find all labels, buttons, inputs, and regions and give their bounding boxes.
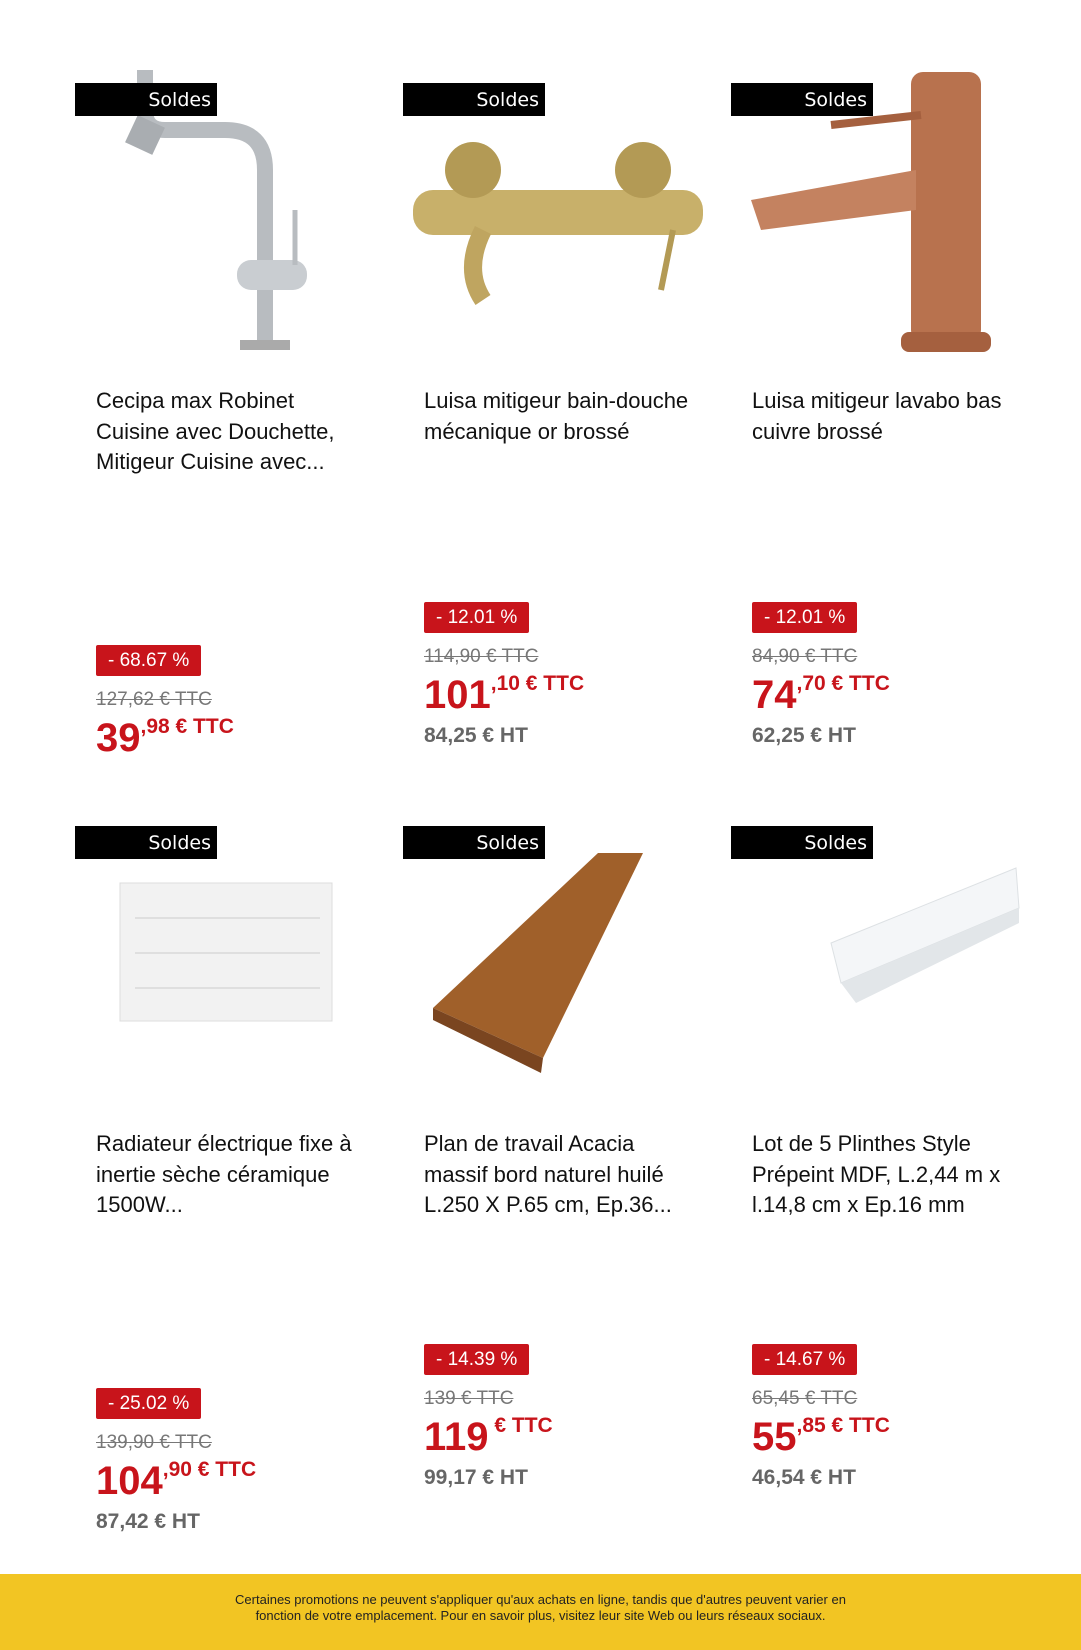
discount-badge: - 12.01 %: [424, 602, 529, 633]
sale-price: 104,90 € TTC: [96, 1458, 257, 1503]
price-excl-tax: 62,25 € HT: [752, 724, 856, 747]
price-block: [424, 1344, 553, 1489]
product-title[interactable]: Plan de travail Acacia massif bord naturel huilé L.250 X P.65 cm, Ep.36...: [424, 1131, 672, 1217]
original-price: 65,45 € TTC: [752, 1388, 858, 1409]
product-image-worktop: [403, 848, 703, 1078]
original-price: 139,90 € TTC: [96, 1432, 212, 1453]
price-excl-tax: 46,54 € HT: [752, 1466, 856, 1489]
sale-badge: Soldes: [75, 83, 217, 116]
price-excl-tax: 84,25 € HT: [424, 724, 528, 747]
discount-badge: - 14.39 %: [424, 1344, 529, 1375]
product-title[interactable]: Luisa mitigeur lavabo bas cuivre brossé: [752, 388, 1002, 444]
price-block: [96, 645, 234, 760]
product-title[interactable]: Cecipa max Robinet Cuisine avec Douchette, Mitigeur Cuisine avec...: [96, 388, 335, 474]
price-block: [752, 1344, 890, 1489]
sale-badge: Soldes: [731, 83, 873, 116]
price-excl-tax: 99,17 € HT: [424, 1466, 528, 1489]
product-image-radiator: [75, 853, 375, 1103]
sale-price: 74,70 € TTC: [752, 672, 890, 717]
sale-badge: Soldes: [403, 826, 545, 859]
product-title[interactable]: Lot de 5 Plinthes Style Prépeint MDF, L.2,44 m x l.14,8 cm x Ep.16 mm: [752, 1131, 1001, 1217]
sale-price: 55,85 € TTC: [752, 1414, 890, 1459]
sale-price: 39,98 € TTC: [96, 715, 234, 760]
price-block: [752, 602, 890, 747]
product-image-skirting: [731, 853, 1031, 1053]
sale-badge: Soldes: [403, 83, 545, 116]
disclaimer-footer: [0, 1574, 1081, 1650]
original-price: 84,90 € TTC: [752, 646, 858, 667]
original-price: 127,62 € TTC: [96, 689, 212, 710]
discount-badge: - 68.67 %: [96, 645, 201, 676]
sale-price: 119 € TTC: [424, 1414, 553, 1459]
discount-badge: - 14.67 %: [752, 1344, 857, 1375]
original-price: 139 € TTC: [424, 1388, 514, 1409]
original-price: 114,90 € TTC: [424, 646, 539, 667]
sale-price: 101,10 € TTC: [424, 672, 585, 717]
product-title[interactable]: Radiateur électrique fixe à inertie sèche céramique 1500W...: [96, 1131, 352, 1217]
sale-badge: Soldes: [75, 826, 217, 859]
price-excl-tax: 87,42 € HT: [96, 1510, 200, 1533]
product-title[interactable]: Luisa mitigeur bain-douche mécanique or brossé: [424, 388, 689, 444]
disclaimer-line-1: Certaines promotions ne peuvent s'appliquer qu'aux achats en ligne, tandis que d'autres peuvent varier en: [235, 1592, 846, 1607]
disclaimer-line-2: fonction de votre emplacement. Pour en savoir plus, visitez leur site Web ou leurs réseaux sociaux.: [255, 1608, 826, 1623]
price-block: [96, 1388, 257, 1533]
sale-badge: Soldes: [731, 826, 873, 859]
discount-badge: - 12.01 %: [752, 602, 857, 633]
price-block: [424, 602, 585, 747]
discount-badge: - 25.02 %: [96, 1388, 201, 1419]
